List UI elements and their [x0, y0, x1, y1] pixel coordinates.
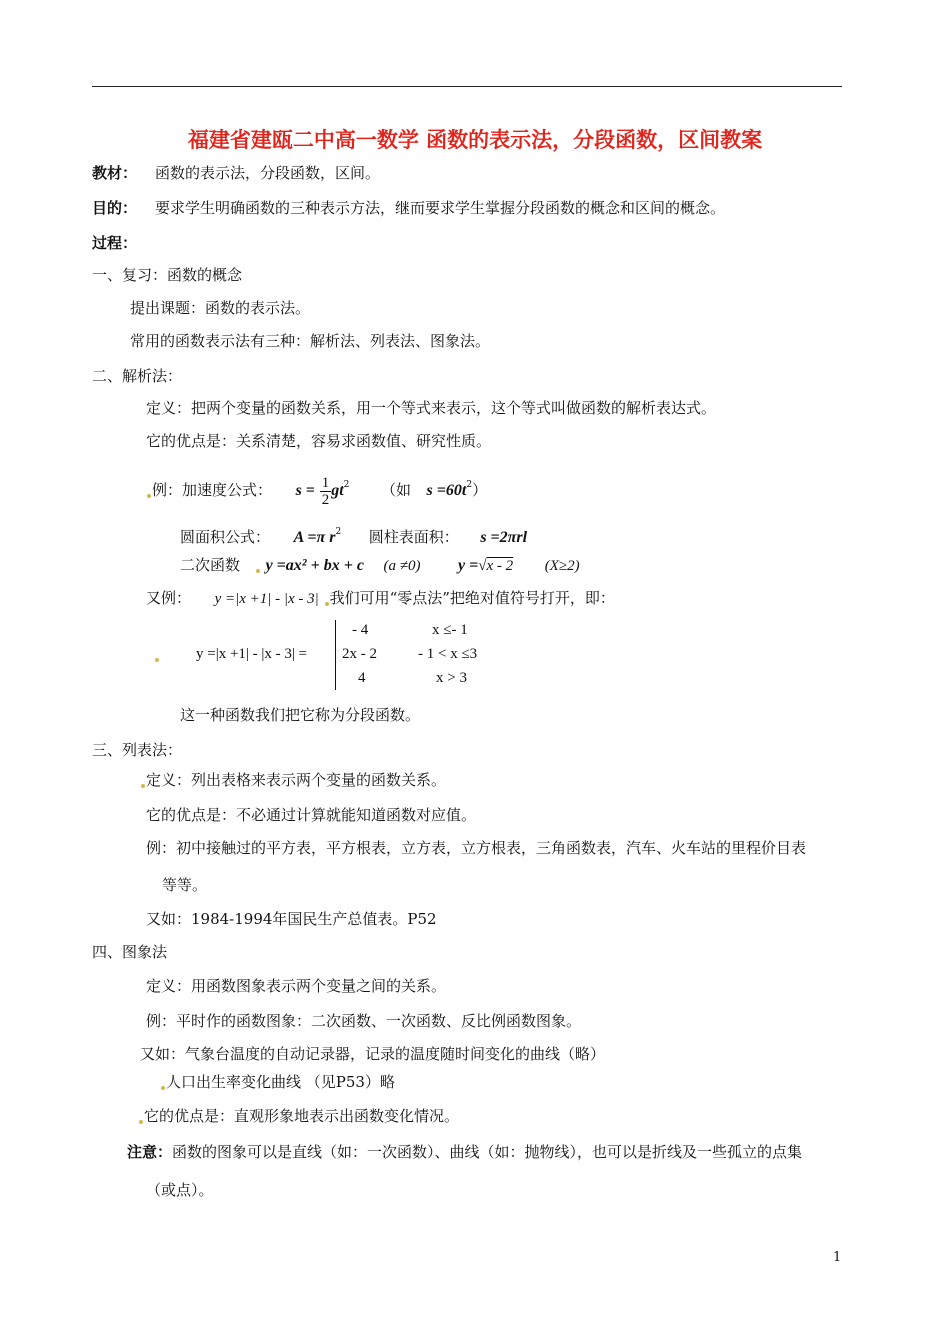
document-title: 福建省建瓯二中高一数学 函数的表示法，分段函数，区间教案	[187, 128, 763, 152]
goal-line	[92, 198, 725, 218]
section-4-advantage: 它的优点是：直观形象地表示出函数变化情况。	[144, 1107, 460, 1125]
fraction-denominator: 2	[321, 491, 330, 508]
section-3-advantage: 它的优点是：不必通过计算就能知道函数对应值。	[146, 806, 477, 824]
area-line: 圆面积公式： A =π $r^2$ 圆柱表面积： s =2πrl	[180, 527, 528, 546]
piecewise-note: 这一种函数我们把它称为分段函数。	[180, 706, 421, 724]
goal-label: 目的：	[92, 199, 138, 217]
section-1-heading: 一、复习：函数的概念	[92, 266, 243, 284]
marker-dot	[139, 1120, 143, 1124]
material-label: 教材：	[92, 164, 138, 182]
piecewise-condition-2: - 1 < x ≤3	[418, 646, 478, 662]
cylinder-label: 圆柱表面积：	[368, 528, 459, 546]
marker-dot	[161, 1086, 165, 1090]
piecewise-condition-1: x ≤- 1	[432, 622, 468, 638]
example-paren-open: （如	[380, 481, 411, 499]
section-2-advantage: 它的优点是：关系清楚，容易求函数值、研究性质。	[146, 432, 492, 450]
section-3-definition: 定义：列出表格来表示两个变量的函数关系。	[146, 771, 447, 789]
header-rule	[92, 86, 842, 87]
note-text: 函数的图象可以是直线（如：一次函数）、曲线（如：抛物线），也可以是折线及一些孤立的点集	[172, 1143, 803, 1161]
section-2-definition: 定义：把两个变量的函数关系，用一个等式来表示，这个等式叫做函数的解析表达式。	[146, 399, 717, 417]
quadratic-label: 二次函数	[180, 556, 241, 574]
page-number: 1	[833, 1250, 842, 1265]
section-4-example: 例：平时作的函数图象：二次函数、一次函数、反比例函数图象。	[146, 1012, 582, 1030]
quadratic-condition: (a ≠0)	[383, 558, 421, 574]
quadratic-formula: y =ax² + bx + c	[265, 557, 364, 574]
sqrt-condition: (X≥2)	[544, 558, 580, 574]
abs-example-line	[146, 588, 615, 609]
area-formula: A =π r	[293, 529, 336, 546]
section-4-advantage-line	[138, 1106, 459, 1126]
acceleration-formula-right: gt	[331, 482, 344, 499]
piecewise-lhs: y =|x +1| - |x - 3| =	[196, 646, 308, 662]
marker-dot	[256, 569, 260, 573]
example-formula: s =60t	[426, 482, 467, 499]
note-label: 注意：	[127, 1143, 173, 1161]
section-4-definition: 定义：用函数图象表示两个变量之间的关系。	[146, 977, 447, 995]
marker-dot	[141, 784, 145, 788]
piecewise-value-3: 4	[358, 670, 366, 686]
section-2-heading: 二、解析法：	[92, 367, 183, 385]
sqrt-lhs: y =	[458, 557, 479, 574]
area-label: 圆面积公式：	[180, 528, 271, 546]
example-paren-close: ）	[472, 481, 488, 499]
acceleration-label: 例：加速度公式：	[152, 481, 273, 499]
piecewise-value-1: - 4	[352, 622, 369, 638]
section-4-example-3: 人口出生率变化曲线 （见P53）略	[166, 1073, 395, 1091]
fraction-half	[320, 475, 332, 508]
piecewise-condition-3: x > 3	[436, 670, 467, 686]
abs-example-label: 又例：	[146, 589, 192, 607]
section-3-heading: 三、列表法：	[92, 741, 183, 759]
acceleration-example: 例：加速度公式： s = $\frac{1}{2}$ $gt^2$ （如 $s =60t^2$）	[146, 468, 487, 508]
process-label: 过程：	[92, 234, 138, 252]
abs-formula: y =|x +1| - |x - 3|	[214, 591, 319, 607]
section-3-example: 例：初中接触过的平方表，平方根表，立方表，立方根表，三角函数表，汽车、火车站的里程价目表	[146, 839, 807, 857]
section-4-example-3-line	[160, 1072, 395, 1092]
marker-dot	[147, 494, 151, 498]
sqrt-radicand: x - 2	[486, 558, 514, 574]
goal-text: 要求学生明确函数的三种表示方法，继而要求学生掌握分段函数的概念和区间的概念。	[155, 199, 726, 217]
acceleration-formula-left: s =	[295, 482, 315, 499]
section-1-line-2: 常用的函数表示法有三种：解析法、列表法、图象法。	[130, 332, 491, 350]
section-3-example-cont: 等等。	[162, 876, 208, 894]
fraction-numerator: 1	[321, 474, 330, 491]
section-1-line-1: 提出课题：函数的表示法。	[130, 299, 311, 317]
material-text: 函数的表示法，分段函数，区间。	[155, 164, 381, 182]
marker-dot	[155, 658, 159, 662]
section-3-example-2: 又如：1984-1994年国民生产总值表。P52	[146, 910, 437, 928]
note-cont: （或点）。	[146, 1181, 214, 1199]
marker-dot	[325, 602, 329, 606]
abs-explanation: 我们可用“零点法”把绝对值符号打开，即：	[329, 589, 615, 607]
section-4-example-2: 又如：气象台温度的自动记录器，记录的温度随时间变化的曲线（略）	[140, 1045, 606, 1063]
material-line	[92, 163, 380, 183]
note-line	[127, 1142, 802, 1162]
section-4-heading: 四、图象法	[92, 943, 168, 961]
cylinder-formula: s =2πrl	[480, 529, 528, 546]
quadratic-line: 二次函数 y =ax² + bx + c (a ≠0) y =√x - 2 (X≥2)	[180, 556, 580, 574]
section-3-definition-line	[140, 770, 446, 790]
piecewise-value-2: 2x - 2	[342, 646, 377, 662]
